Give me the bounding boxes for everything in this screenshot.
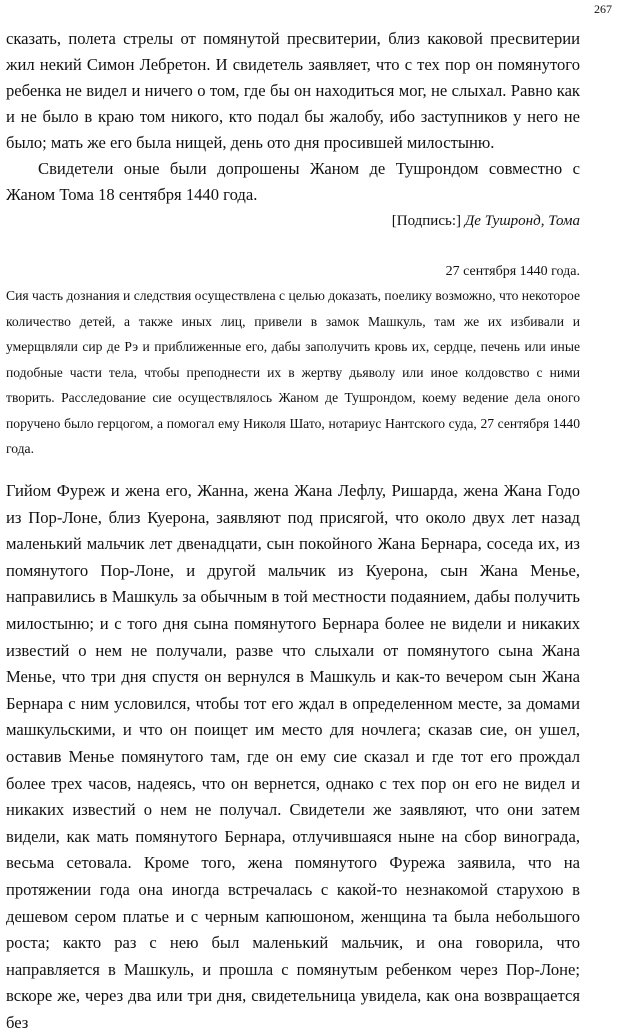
signature — [6, 208, 580, 234]
paragraph: сказать, полета стрелы от помянутой пресвитерии, близ каковой пресвитерии жил некий Симон Лебретон. И свидетель заявляет, что с тех пор он помянутого ребенка не видел и ничего о том, где бы он находиться мог, не слыхал. Равно как и не было в краю том никого, кто подал бы жалобу, ибо заступников у него не было; мать же его была нищей, день ото дня просившей милостыню. — [6, 29, 580, 152]
paragraph: Свидетели оные были допрошены Жаном де Тушрондом совместно с Жаном Тома 18 сентября 1440 года. — [6, 159, 580, 204]
page-number: 267 — [594, 2, 612, 16]
testimony-section — [6, 478, 580, 1036]
inquiry-preamble — [6, 283, 580, 462]
paragraph: Гийом Фуреж и жена его, Жанна, жена Жана Лефлу, Ришарда, жена Жана Годо из Пор-Лоне, близ Куерона, заявляют под присягой, что около двух лет назад маленький мальчик лет двенадцати, сын покойного Жана Бернара, соседа их, из помянутого Пор-Лоне, и другой мальчик из Куерона, сын Жана Менье, направились в Машкуль за обычным в той местности подаянием, дабы получить милостыню; и с того дня сына помянутого Бернара более не видели и никаких известий о нем не получали, разве что слыхали от помянутого сына Жана Менье, что три дня спустя он вернулся в Машкуль и как-то вечером сын Жана Бернара с ним условился, чтобы тот его ждал в определенном месте, за домами машкульскими, и что он поищет им место для ночлега; сказав сие, он ушел, оставив Менье помянутого там, где он ему сие сказал и где тот его прождал более трех часов, надеясь, что он вернется, однако с тех пор он его не видел и никаких известий о нем не получал. Свидетели же заявляют, что они затем видели, как мать помянутого Бернара, отлучившаяся ныне на сбор винограда, весьма сетовала. Кроме того, жена помянутого Фурежа заявила, что на протяжении года она иногда встречалась с какой-то незнакомой старухою в дешевом сером платье и с черным капюшоном, женщина та была небольшого роста; както раз с нею был маленький мальчик, и она говорила, что направляется в Машкуль, и прошла с помянутым ребенком через Пор-Лоне; вскоре же, через два или три дня, свидетельница увидела, как она возвращается без — [6, 481, 580, 1032]
signature-names: Де Тушронд, Тома — [464, 213, 580, 229]
testimony-end-section — [6, 26, 580, 234]
signature-label: [Подпись:] — [391, 213, 461, 229]
section-date: 27 сентября 1440 года. — [445, 264, 580, 279]
paragraph: Сия часть дознания и следствия осуществлена с целью доказать, поелику возможно, что некоторое количество детей, а также иных лиц, привели в замок Машкуль, там же их избивали и умерщвляли сир де Рэ и приближенные его, дабы заполучить кровь их, сердце, печень или иные подобные части тела, чтобы преподнести их в жертву дьяволу или иное колдовство с ними творить. Расследование сие осуществлялось Жаном де Тушрондом, коему ведение дела оного поручено было герцогом, а помогал ему Николя Шато, нотариус Нантского суда, 27 сентября 1440 года. — [6, 288, 580, 456]
